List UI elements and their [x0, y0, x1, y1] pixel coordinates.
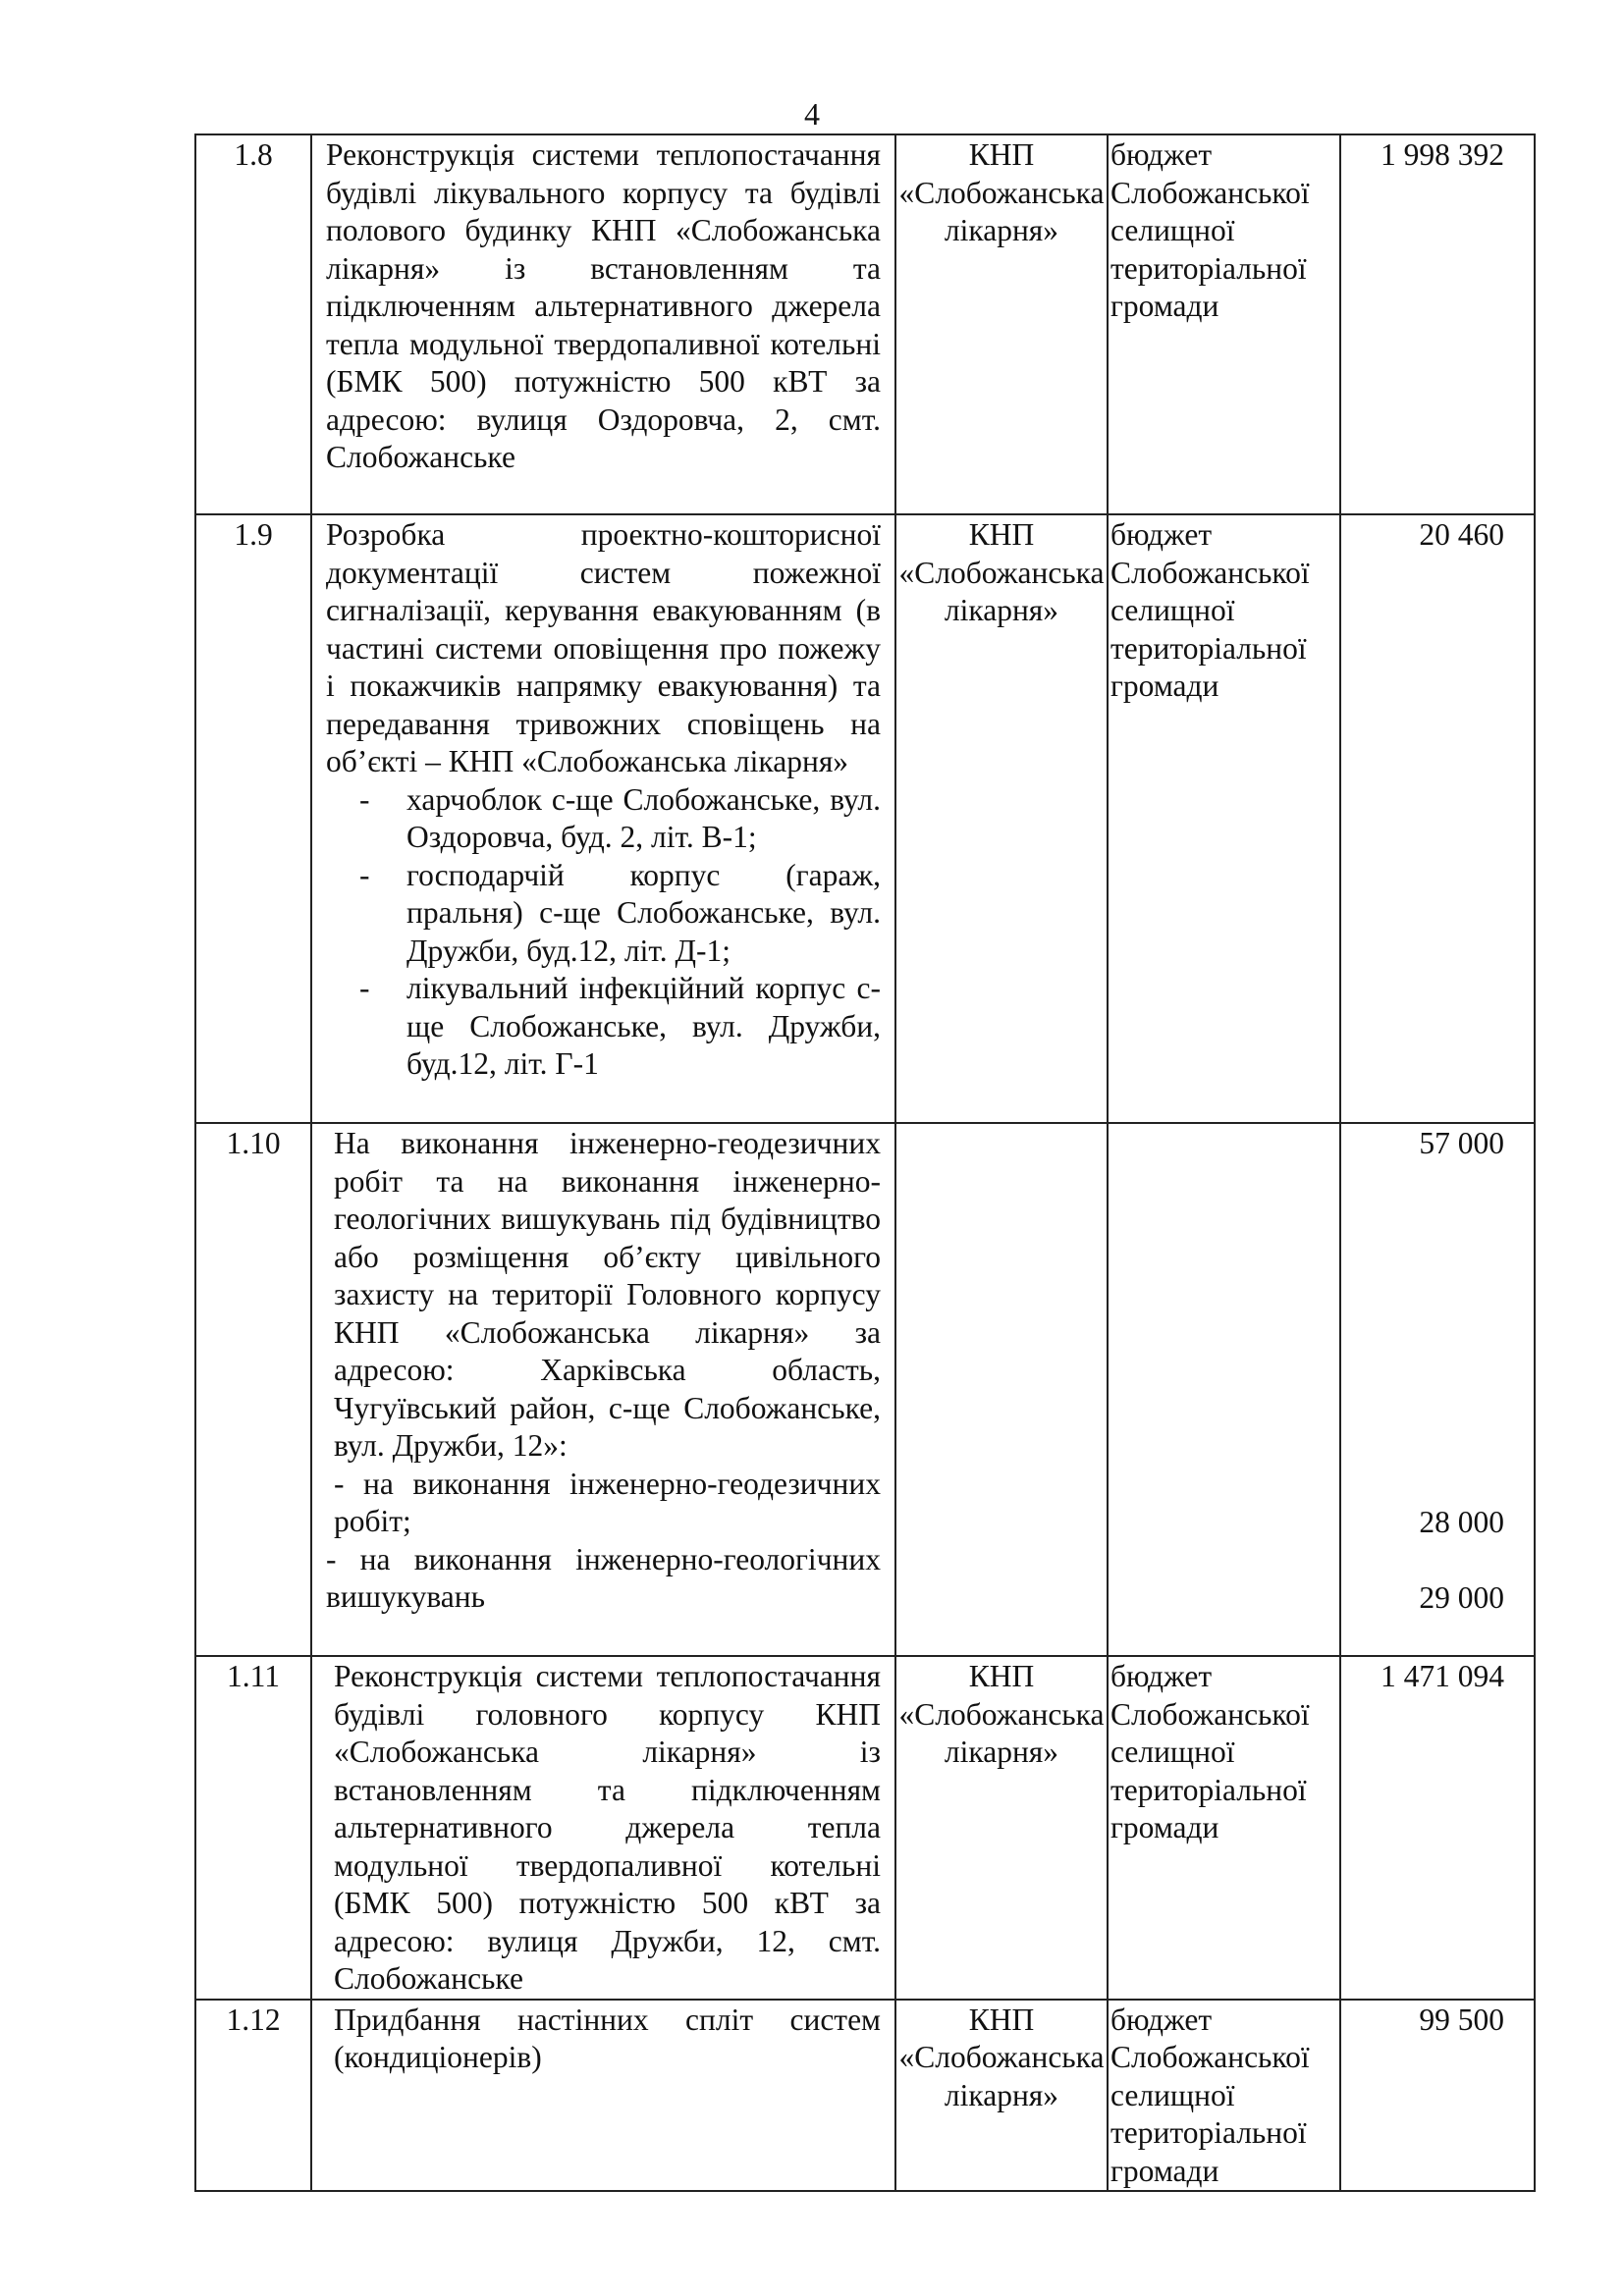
table-row	[195, 1656, 1535, 2000]
row-funding-source: бюджет Слобожанської селищної територіальної громади	[1108, 134, 1340, 514]
row-executor: КНП «Слобожанська лікарня»	[895, 134, 1108, 514]
row-executor: КНП «Слобожанська лікарня»	[895, 2000, 1108, 2192]
row-amount-cell	[1340, 1123, 1535, 1656]
measures-table	[194, 133, 1536, 2192]
row-executor	[895, 1123, 1108, 1656]
row-amount: 20 460	[1340, 514, 1535, 1123]
row-amount: 1 471 094	[1340, 1656, 1535, 2000]
list-item: - лікувальний інфекційний корпус с-ще Слобожанське, вул. Дружби, буд.12, літ. Г-1	[326, 970, 881, 1084]
row-description: Розробка проектно-кошторисної документації систем пожежної сигналізації, керування евакуюванням (в частині системи оповіщення про пожежу і покажчиків напрямку евакуювання) та передавання тривожних сповіщень на об’єкті – КНП «Слобожанська лікарня»	[326, 517, 881, 778]
row-funding-source: бюджет Слобожанської селищної територіальної громади	[1108, 514, 1340, 1123]
table-row	[195, 134, 1535, 514]
row-funding-source: бюджет Слобожанської селищної територіальної громади	[1108, 2000, 1340, 2192]
row-executor: КНП «Слобожанська лікарня»	[895, 1656, 1108, 2000]
row-subitem-geological: - на виконання інженерно-геологічних вишукувань	[326, 1541, 881, 1614]
list-item: - господарчій корпус (гараж, пральня) с-ще Слобожанське, вул. Дружби, буд.12, літ. Д-1;	[326, 857, 881, 971]
row-number: 1.11	[195, 1656, 311, 2000]
row-subitem-geodesic: - на виконання інженерно-геодезичних робіт;	[334, 1466, 881, 1538]
row-number: 1.8	[195, 134, 311, 514]
row-funding-source	[1108, 1123, 1340, 1656]
row-description: Реконструкція системи теплопостачання будівлі лікувального корпусу та будівлі полового будинку КНП «Слобожанська лікарня» із встановленням та підключенням альтернативного джерела тепла модульної твердопаливної котельні (БМК 500) потужністю 500 кВТ за адресою: вулиця Оздоровча, 2, смт. Слобожанське	[311, 134, 895, 514]
table-row	[195, 2000, 1535, 2192]
row-description: На виконання інженерно-геодезичних робіт та на виконання інженерно-геологічних вишукувань під будівництво або розміщення об’єкту цивільного захисту на території Головного корпусу КНП «Слобожанська лікарня» за адресою: Харківська область, Чугуївський район, с-ще Слобожанське, вул. Дружби, 12»:	[334, 1126, 881, 1463]
row-funding-source: бюджет Слобожанської селищної територіальної громади	[1108, 1656, 1340, 2000]
list-item: - харчоблок с-ще Слобожанське, вул. Оздоровча, буд. 2, літ. В-1;	[326, 781, 881, 857]
row-amount: 1 998 392	[1340, 134, 1535, 514]
row-description-cell	[311, 1123, 895, 1656]
row-number: 1.9	[195, 514, 311, 1123]
object-list	[326, 781, 881, 1084]
table-row	[195, 514, 1535, 1123]
row-description: Придбання настінних спліт систем (кондиціонерів)	[311, 2000, 895, 2192]
row-description: Реконструкція системи теплопостачання будівлі головного корпусу КНП «Слобожанська лікарня» із встановленням та підключенням альтернативного джерела тепла модульної твердопаливної котельні (БМК 500) потужністю 500 кВТ за адресою: вулиця Дружби, 12, смт. Слобожанське	[311, 1656, 895, 2000]
row-number: 1.12	[195, 2000, 311, 2192]
row-number: 1.10	[195, 1123, 311, 1656]
row-description-cell	[311, 514, 895, 1123]
table-row	[195, 1123, 1535, 1656]
row-amount: 57 000	[1419, 1126, 1504, 1160]
row-amount-geological: 29 000	[1419, 1580, 1504, 1615]
row-executor: КНП «Слобожанська лікарня»	[895, 514, 1108, 1123]
page-number: 4	[804, 96, 820, 132]
row-amount: 99 500	[1340, 2000, 1535, 2192]
row-amount-geodesic: 28 000	[1419, 1504, 1504, 1539]
